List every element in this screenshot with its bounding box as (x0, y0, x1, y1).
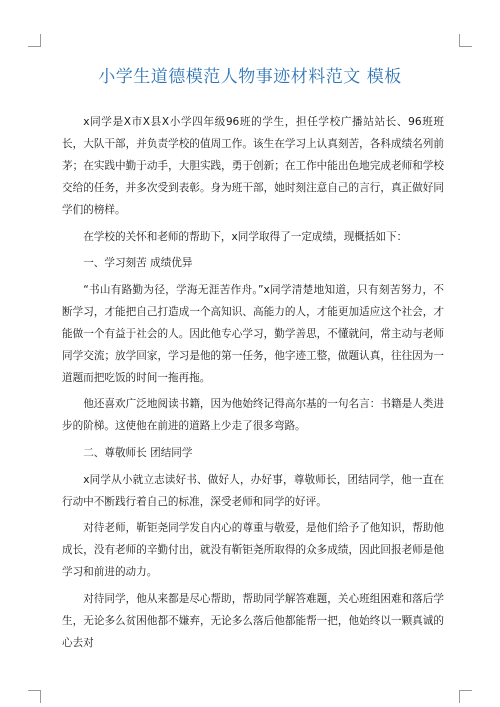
paragraph-reading: 他还喜欢广泛地阅读书籍，因为他始终记得高尔基的一句名言：书籍是人类进步的阶梯。这使他在前进的道路上少走了很多弯路。 (62, 398, 444, 433)
document-title: 小学生道德模范人物事迹材料范文 模板 (98, 67, 402, 87)
paragraph-classmates: 对待同学，他从来都是尽心帮助，帮助同学解答难题，关心班组困难和落后学生，无论多么贫困他都不嫌弃，无论多么落后他都能帮一把，他始终以一颗真诚的心去对 (62, 592, 444, 649)
document-body (62, 111, 444, 658)
section-heading-study: 一、学习刻苦 成绩优异 (83, 257, 193, 270)
crop-mark-bottom-right (459, 690, 472, 703)
section-heading-respect: 二、尊敬师长 团结同学 (83, 446, 193, 459)
paragraph-intro: x同学是X市X县X小学四年级96班的学生，担任学校广播站站长、96班班长，大队干部，并负责学校的值周工作。该生在学习上认真刻苦，各科成绩名列前茅；在实践中勤于动手，大胆实践，勇于创新；在工作中能出色地完成老师和学校交给的任务，并多次受到表彰。身为班干部，她时刻注意自己的言行，真正做好同学们的榜样。 (62, 116, 444, 216)
paragraph-study: “书山有路勤为径，学海无涯苦作舟。”x同学清楚地知道，只有刻苦努力，不断学习，才能把自己打造成一个高知识、高能力的人，才能更加适应这个社会，才能做一个有益于社会的人。因此他专心学习，勤学善思，不懂就问，常主动与老师同学交流；放学回家，学习是他的第一任务，他字迹工整，做题认真，往往因为一道题而把吃饭的时间一拖再拖。 (62, 283, 444, 384)
paragraph-respect: x同学从小就立志读好书、做好人，办好事，尊敬师长，团结同学，他一直在行动中不断践行着自己的标准，深受老师和同学的好评。 (62, 473, 444, 508)
paragraph-summary: 在学校的关怀和老师的帮助下，x同学取得了一定成绩，现概括如下： (83, 230, 408, 243)
crop-mark-top-right (459, 34, 472, 47)
crop-mark-bottom-left (28, 690, 41, 703)
crop-mark-top-left (28, 34, 41, 47)
paragraph-teachers: 对待老师，靳钜尧同学发自内心的尊重与敬爱，是他们给予了他知识，帮助他成长，没有老师的辛勤付出，就没有靳钜尧所取得的众多成绩，因此回报老师是他学习和前进的动力。 (62, 522, 444, 579)
